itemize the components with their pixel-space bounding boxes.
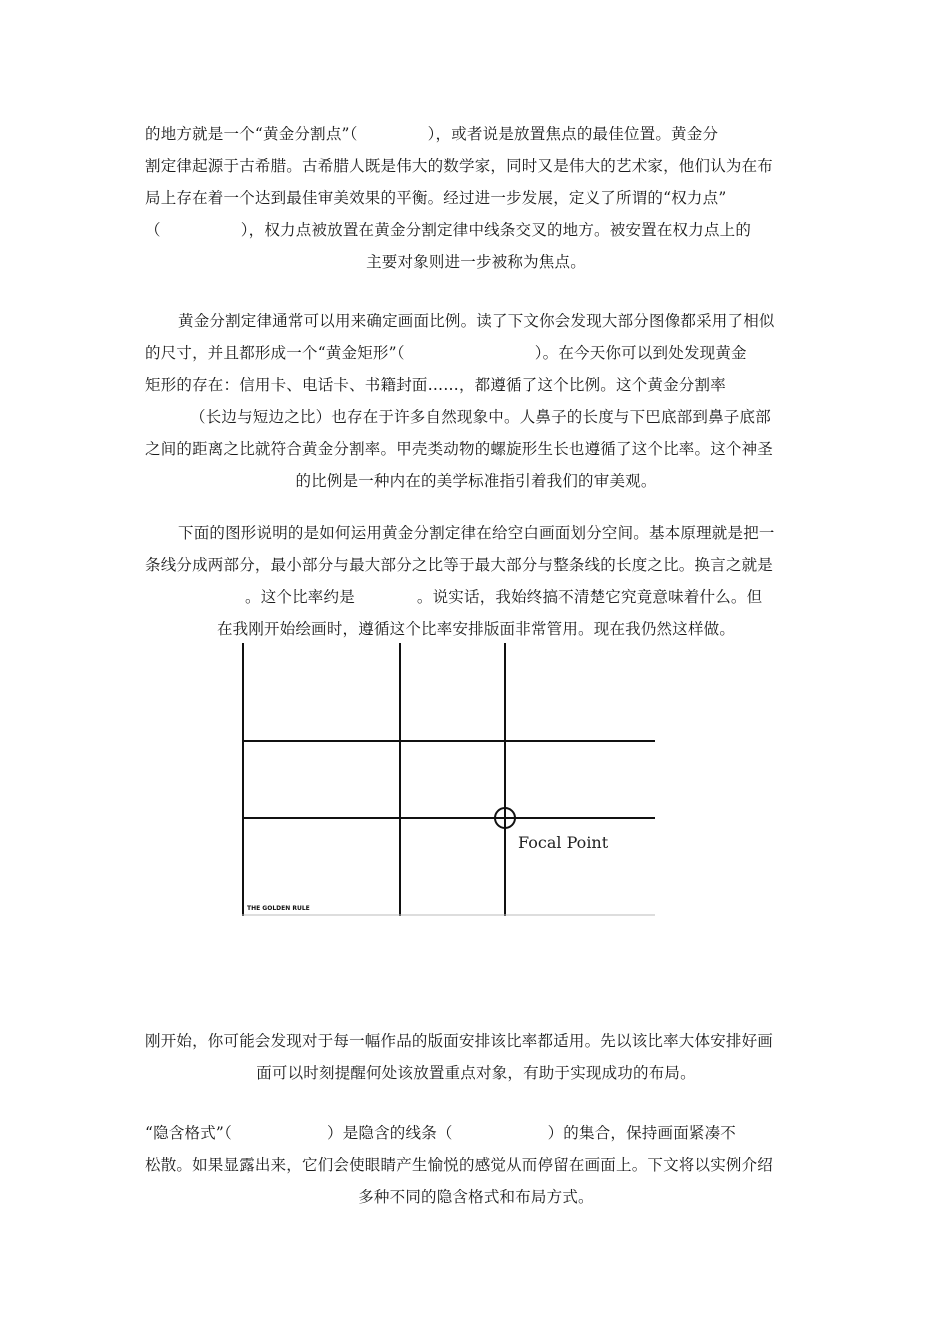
text-line [145,401,807,433]
text-line: 主要对象则进一步被称为焦点。 [366,253,586,271]
text-segment: 的地方就是一个“黄金分割点”（ [145,125,358,143]
text-line [145,118,807,150]
paragraph-golden-ratio-principle [145,517,807,645]
text-line: 条线分成两部分，最小部分与最大部分之比等于最大部分与整条线的长度之比。换言之就是 [145,556,774,574]
text-line [145,581,807,613]
text-line: 的比例是一种内在的美学标准指引着我们的审美观。 [295,472,657,490]
text-segment: ），权力点被放置在黄金分割定律中线条交叉的地方。被安置在权力点上的 [240,221,752,239]
text-segment: ）的集合，保持画面紧凑不 [547,1124,737,1142]
text-line: 多种不同的隐含格式和布局方式。 [358,1188,594,1206]
text-line: 局上存在着一个达到最佳审美效果的平衡。经过进一步发展，定义了所谓的“权力点” [145,189,727,207]
text-line: 矩形的存在：信用卡、电话卡、书籍封面……，都遵循了这个比例。这个黄金分割率 [145,376,726,394]
text-line [145,1117,807,1149]
text-segment: ）是隐含的线条（ [327,1124,453,1142]
figure-caption: THE GOLDEN RULE [247,905,310,912]
text-line: 在我刚开始绘画时，遵循这个比率安排版面非常管用。现在我仍然这样做。 [216,620,736,638]
text-segment: ）。在今天你可以到处发现黄金 [534,344,747,362]
paragraph-golden-section-point [145,118,807,278]
text-line [145,214,807,246]
paragraph-golden-rectangle [145,305,807,497]
text-line [145,305,807,337]
text-line [145,517,807,549]
text-line: 刚开始，你可能会发现对于每一幅作品的版面安排该比率都适用。先以该比率大体安排好画 [145,1032,774,1050]
text-line: 面可以时刻提醒何处该放置重点对象，有助于实现成功的布局。 [256,1064,696,1082]
paragraph-implied-format [145,1117,807,1213]
text-segment: 下面的图形说明的是如何运用黄金分割定律在给空白画面划分空间。基本原理就是把一 [178,524,775,542]
text-segment: 。说实话，我始终搞不清楚它究竟意味着什么。但 [416,588,763,606]
text-segment: 黄金分割定律通常可以用来确定画面比例。读了下文你会发现大部分图像都采用了相似 [178,312,775,330]
text-segment: 的尺寸，并且都形成一个“黄金矩形”（ [145,344,405,362]
text-segment: “隐含格式”（ [145,1124,232,1142]
text-segment: （长边与短边之比）也存在于许多自然现象中。人鼻子的长度与下巴底部到鼻子底部 [190,408,771,426]
text-line: 之间的距离之比就符合黄金分割率。甲壳类动物的螺旋形生长也遵循了这个比率。这个神圣 [145,440,774,458]
golden-rule-figure [242,643,655,916]
golden-rule-grid [242,643,655,916]
text-line: 割定律起源于古希腊。古希腊人既是伟大的数学家，同时又是伟大的艺术家，他们认为在布 [145,157,774,175]
text-segment: 。这个比率约是 [245,588,355,606]
text-line: 松散。如果显露出来，它们会使眼睛产生愉悦的感觉从而停留在画面上。下文将以实例介绍 [145,1156,774,1174]
text-segment: ），或者说是放置焦点的最佳位置。黄金分 [427,125,719,143]
text-line [145,337,807,369]
paragraph-applying-ratio [145,1025,807,1089]
focal-point-label: Focal Point [518,833,609,852]
text-segment: （ [145,221,161,239]
